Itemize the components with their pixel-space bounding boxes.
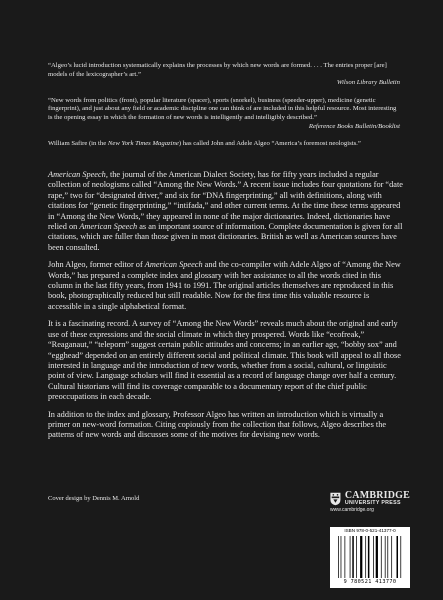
paragraph-1 [48,170,404,253]
review-source: Wilson Library Bulletin [336,79,400,87]
barcode-stripe [391,536,392,578]
barcode-stripe [365,536,366,578]
barcode-stripe [352,536,354,578]
safire-publication: New York Times Magazine [107,140,179,148]
paragraph-1-text-a: , the journal of the American Dialect Society, has for fifty years included a regular collection of neologisms called “Among the New Words.” A recent issue includes four quotations for “date rape,” two for “designated driver,” and six for “DNA fingerprinting,” all with definitions, along with citations for “genetic fingerprinting,” “intifada,” and other current terms. At the time these terms appeared in “Among the New Words,” they appeared in none of the major dictionaries. Indeed, dictionaries have relied on [48,170,403,232]
barcode-stripe [376,536,378,578]
publisher-name: CAMBRIDGE [344,490,410,501]
journal-title: American Speech [48,170,106,179]
cambridge-crest-icon [330,491,341,507]
barcode-stripe [338,536,339,578]
barcode-stripe [397,536,399,578]
reviews-section [48,62,400,149]
paragraph-2 [48,260,404,312]
paragraph-2-text-b: and the co-compiler with Adele Algeo of “Among the New Words,” has prepared a complete index and glossary with her assistance to all the words cited in this column in the last fifty years, from 1941 to 1991. The original articles themselves are reproduced in this book, photographically reduced but still readable. Now for the first time this valuable resource is accessible in a single alphabetical format. [48,260,401,311]
barcode-stripe [360,536,362,578]
safire-quote [48,140,400,149]
barcode-stripe [350,536,351,578]
isbn-label: ISBN 978-0-521-41377-0 [344,528,396,533]
journal-title: American Speech [144,260,203,270]
description-body [48,170,404,448]
review-1 [48,62,400,88]
journal-title: American Speech [79,222,138,232]
barcode-stripe [381,536,382,578]
paragraph-3: It is a fascinating record. A survey of “Among the New Words” reveals much about the original and early use of these expressions and the social climate in which they prospered. Words like “ecofreak,” “Reaganaut,” “teleporn” suggest certain public attitudes and concerns; in an earlier age, “bobby sox” and “egghead” depended on an entirely different social and political climate. This book will appeal to all those interested in language and the introduction of new words, whether from a social, cultural, or linguistic point of view. Language scholars will find it essential as a record of language change over half a century. Cultural historians will find its coverage comparable to a documentary report of the chief public preoccupations in each decade. [48,319,401,402]
safire-text-before: William Safire (in the [48,140,108,148]
paragraph-4: In addition to the index and glossary, Professor Algeo has written an introduction which is virtually a primer on new-word formation. Citing copiously from the collection that follows, Algeo describes the patterns of new words and discusses some of the motives for devising new words. [48,409,387,440]
publisher-logo [330,491,410,507]
barcode-stripe [345,536,346,578]
barcode-stripe [341,536,342,578]
barcode-stripe [356,536,357,578]
cover-credit: Cover design by Dennis M. Arnold [48,495,140,502]
review-source: Reference Books Bulletin/Booklist [308,122,400,130]
paragraph-2-text-a: John Algeo, former editor of [48,260,145,270]
barcode [330,527,410,588]
barcode-bars [338,536,402,578]
barcode-stripe [368,536,370,578]
barcode-stripe [373,536,374,578]
paragraph-1-text-b: as an important source of information. Complete documentation is given for all citations, which are fuller than those given in most dictionaries. British as well as American sources have been consulted. [48,222,403,252]
review-quote: “Algeo’s lucid introduction systematically explains the processes by which new words are formed. . . . The entries proper [are] models of the lexicographer’s art.” [48,62,387,78]
publisher-url: www.cambridge.org [330,507,374,513]
publisher-block [330,491,410,514]
review-quote: “New words from politics (front), popular literature (spacer), sports (snorkel), business (speeder-upper), medicine (genetic fingerprint), and just about any field or academic discipline one can think of are included in this helpful resource. Most interesting is the opening essay in which the formation of new words is intelligently and intelligibly described.” [48,96,397,121]
safire-text-after: ) has called John and Adele Algeo “America’s foremost neologists.” [178,140,361,148]
barcode-digits: 9 780521 413770 [343,579,397,585]
barcode-stripe [400,536,401,578]
review-2 [48,97,400,131]
barcode-stripe [387,536,388,578]
publisher-subname: UNIVERSITY PRESS [344,500,401,506]
barcode-stripe [385,536,386,578]
